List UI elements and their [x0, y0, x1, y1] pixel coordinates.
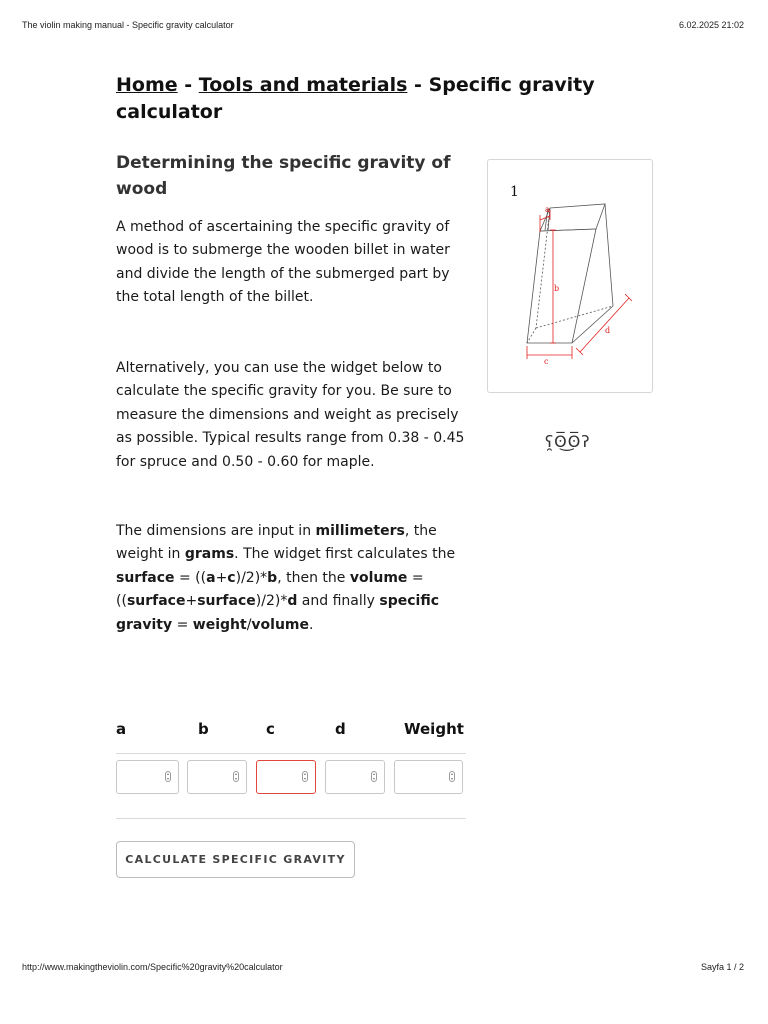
spinner-icon[interactable]: [302, 771, 308, 782]
label-a: a: [545, 205, 550, 214]
label-c: c: [544, 357, 549, 366]
print-page-number: Sayfa 1 / 2: [700, 962, 744, 972]
breadcrumb-home-link[interactable]: Home: [116, 74, 178, 96]
input-b[interactable]: [187, 760, 247, 794]
article: [116, 150, 468, 633]
input-headers: [116, 718, 466, 742]
spinner-icon[interactable]: [233, 771, 239, 782]
paragraph-widget-intro: Alternatively, you can use the widget below to calculate the specific gravity for you. Be sure to measure the dimensions and weight as precisely as possible. Typical results range from 0.38 - 0.45 for spruce and 0.50 - 0.60 for maple.: [116, 360, 465, 470]
figure-number: 1: [510, 184, 519, 200]
paragraph-method: A method of ascertaining the specific gravity of wood is to submerge the wooden billet in water and divide the length of the submerged part by the total length of the billet.: [116, 219, 450, 306]
page-title: Specific gravity calculator: [116, 74, 595, 123]
input-c[interactable]: [256, 760, 316, 794]
print-title: The violin making manual - Specific gravity calculator: [22, 20, 234, 30]
header-a: a: [116, 720, 127, 738]
divider: [116, 753, 466, 754]
breadcrumb-tools-link[interactable]: Tools and materials: [198, 74, 408, 96]
print-header: [22, 20, 744, 30]
input-weight[interactable]: [394, 760, 463, 794]
label-d: d: [605, 326, 611, 335]
breadcrumb-separator: -: [407, 74, 429, 96]
calculate-button[interactable]: CALCULATE SPECIFIC GRAVITY: [116, 841, 355, 878]
input-d[interactable]: [325, 760, 385, 794]
gravity-calculator: [116, 718, 466, 742]
header-weight: Weight: [404, 720, 464, 738]
print-datetime: 6.02.2025 21:02: [678, 20, 744, 30]
print-url: http://www.makingtheviolin.com/Specific%20gravity%20calculator: [22, 962, 283, 972]
header-b: b: [198, 720, 209, 738]
label-b: b: [554, 284, 560, 293]
header-c: c: [266, 720, 275, 738]
spinner-icon[interactable]: [449, 771, 455, 782]
breadcrumb: [116, 72, 676, 126]
header-d: d: [335, 720, 346, 738]
face-emoticon: ʕ̯ʘ̅͜ʘ̅ʔ: [545, 432, 591, 451]
spinner-icon[interactable]: [371, 771, 377, 782]
breadcrumb-separator: -: [177, 74, 199, 96]
print-footer: [22, 962, 744, 972]
billet-diagram: [487, 159, 653, 393]
divider: [116, 818, 466, 819]
article-heading: Determining the specific gravity of wood: [116, 153, 451, 199]
billet-drawing: [488, 160, 652, 392]
spinner-icon[interactable]: [165, 771, 171, 782]
input-a[interactable]: [116, 760, 179, 794]
paragraph-formula: The dimensions are input in millimeters, the weight in grams. The widget first calculates the surface = ((a+c)/2)*b, then the volume = ((surface+surface)/2)*d and finally specific gravity = weight/volume.: [116, 523, 456, 633]
